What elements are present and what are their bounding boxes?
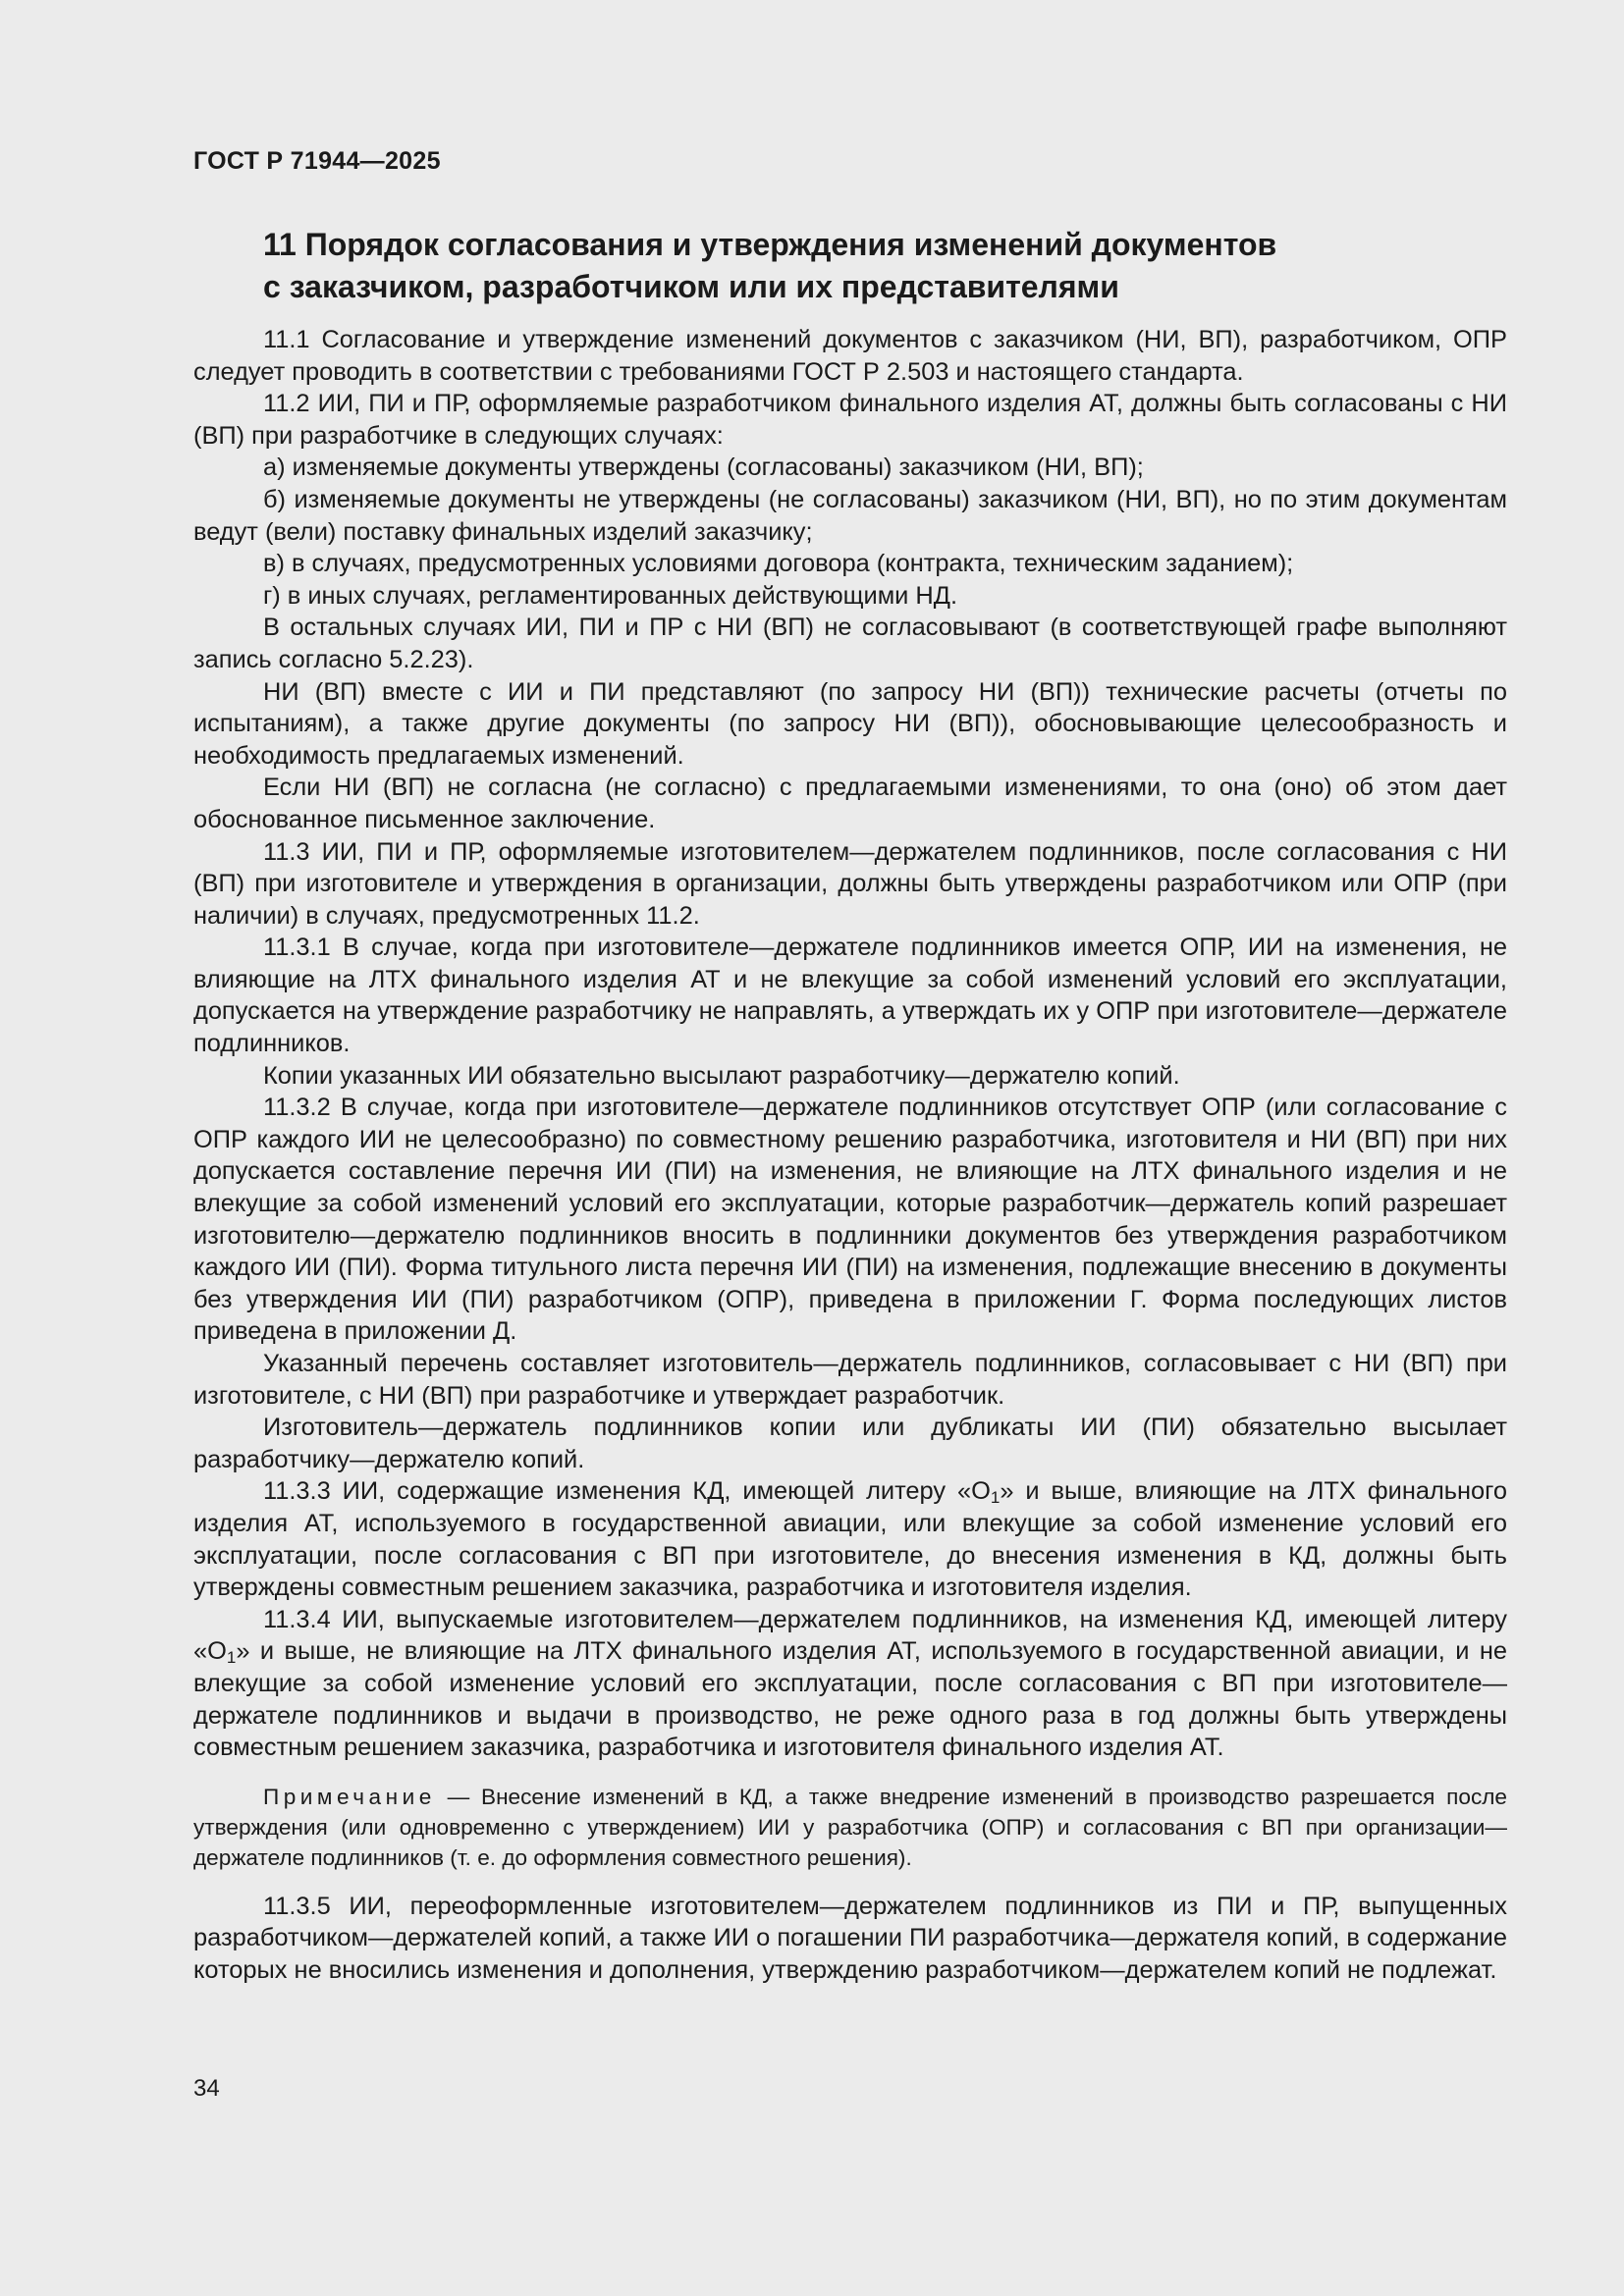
document-body (193, 324, 1507, 1987)
note-label: Примечание (263, 1784, 436, 1809)
page-number: 34 (193, 2075, 220, 2102)
subscript: 1 (226, 1648, 237, 1668)
paragraph-11-3-4 (193, 1604, 1507, 1764)
paragraph-list-compose: Указанный перечень составляет изготовитель—держатель подлинников, согласовывает с НИ (ВП) при изготовителе, с НИ (ВП) при разработчике и утверждает разработчик. (193, 1350, 1507, 1410)
paragraph-11-3-1: 11.3.1 В случае, когда при изготовителе—держателе подлинников имеется ОПР, ИИ на изменения, не влияющие на ЛТХ финального изделия АТ и не влекущие за собой изменений условий его эксплуатации, допускается на утверждение разработчику не направлять, а утверждать их у ОПР при изготовителе—держателе подлинников. (193, 934, 1507, 1058)
text-span: » и выше, влияющие на ЛТХ финального изделия АТ, используемого в государственной авиации, или влекущие за собой изменение условий его эксплуатации, после согласования с ВП при изготовителе, до внесения изменения в КД, должны быть утверждены совместным решением заказчика, разработчика и изготовителя изделия. (193, 1477, 1507, 1602)
paragraph-11-3-2: 11.3.2 В случае, когда при изготовителе—держателе подлинников отсутствует ОПР (или согласование с ОПР каждого ИИ не целесообразно) по совместному решению разработчика, изготовителя и НИ (ВП) при них допускается составление перечня ИИ (ПИ) на изменения, не влияющие на ЛТХ финального изделия и не влекущие за собой изменений условий его эксплуатации, которые разработчик—держатель копий разрешает изготовителю—держателю подлинников вносить в подлинники документов без утверждения разработчиком каждого ИИ (ПИ). Форма титульного листа перечня ИИ (ПИ) на изменения, подлежащие внесению в документы без утверждения ИИ (ПИ) разработчиком (ОПР), приведена в приложении Г. Форма последующих листов приведена в приложении Д. (193, 1094, 1507, 1346)
section-title-line-2: с заказчиком, разработчиком или их представителями (263, 269, 1119, 304)
paragraph-11-3-5: 11.3.5 ИИ, переоформленные изготовителем—держателем подлинников из ПИ и ПР, выпущенных разработчиком—держателей копий, а также ИИ о погашении ПИ разработчика—держателя копий, в содержание которых не вносились изменения и дополнения, утверждению разработчиком—держателем копий не подлежат. (193, 1892, 1507, 1984)
section-title-line-1: 11 Порядок согласования и утверждения изменений документов (263, 227, 1277, 262)
list-item-v: в) в случаях, предусмотренных условиями договора (контракта, техническим заданием); (263, 550, 1294, 578)
paragraph-11-3-3 (193, 1475, 1507, 1603)
section-title (263, 224, 1441, 308)
paragraph-disagreement: Если НИ (ВП) не согласна (не согласно) с предлагаемыми изменениями, то она (оно) об этом дает обоснованное письменное заключение. (193, 774, 1507, 833)
list-item-a: а) изменяемые документы утверждены (согласованы) заказчиком (НИ, ВП); (263, 454, 1144, 482)
document-code-header: ГОСТ Р 71944—2025 (193, 147, 441, 175)
note-text: — Внесение изменений в КД, а также внедрение изменений в производство разрешается после утверждения (или одновременно с утверждением) ИИ у разработчика (ОПР) и согласования с ВП при организации—держателе подлинников (т. е. до оформления совместного решения). (193, 1784, 1507, 1870)
text-span: » и выше, не влияющие на ЛТХ финального изделия АТ, используемого в государственной авиации, и не влекущие за собой изменение условий его эксплуатации, после согласования с ВП при изготовителе—держателе подлинников и выдачи в производство, не реже одного раза в год должны быть утверждены совместным решением заказчика, разработчика и изготовителя финального изделия АТ. (193, 1637, 1507, 1762)
list-item-b: б) изменяемые документы не утверждены (не согласованы) заказчиком (НИ, ВП), но по этим документам ведут (вели) поставку финальных изделий заказчику; (193, 485, 1507, 546)
paragraph-duplicates: Изготовитель—держатель подлинников копии или дубликаты ИИ (ПИ) обязательно высылает разработчику—держателю копий. (193, 1414, 1507, 1473)
paragraph-other-cases: В остальных случаях ИИ, ПИ и ПР с НИ (ВП) не согласовывают (в соответствующей графе выполняют запись согласно 5.2.23). (193, 614, 1507, 673)
note (193, 1782, 1507, 1873)
paragraph-11-1: 11.1 Согласование и утверждение изменений документов с заказчиком (НИ, ВП), разработчиком, ОПР следует проводить в соответствии с требованиями ГОСТ Р 2.503 и настоящего стандарта. (193, 326, 1507, 386)
text-span: 11.3.4 ИИ, выпускаемые изготовителем—держателем подлинников, на изменения КД, имеющей литеру «О (193, 1605, 1507, 1666)
paragraph-copies: Копии указанных ИИ обязательно высылают разработчику—держателю копий. (263, 1061, 1180, 1090)
paragraph-11-3: 11.3 ИИ, ПИ и ПР, оформляемые изготовителем—держателем подлинников, после согласования с НИ (ВП) при изготовителе и утверждения в организации, должны быть утверждены разработчиком или ОПР (при наличии) в случаях, предусмотренных 11.2. (193, 837, 1507, 930)
subscript: 1 (990, 1488, 1001, 1508)
paragraph-11-2: 11.2 ИИ, ПИ и ПР, оформляемые разработчиком финального изделия АТ, должны быть согласованы с НИ (ВП) при разработчике в следующих случаях: (193, 390, 1507, 450)
list-item-g: г) в иных случаях, регламентированных действующими НД. (263, 581, 957, 610)
paragraph-calculations: НИ (ВП) вместе с ИИ и ПИ представляют (по запросу НИ (ВП)) технические расчеты (отчеты по испытаниям), а также другие документы (по запросу НИ (ВП)), обосновывающие целесообразность и необходимость предлагаемых изменений. (193, 677, 1507, 770)
text-span: 11.3.3 ИИ, содержащие изменения КД, имеющей литеру «О (263, 1477, 991, 1506)
